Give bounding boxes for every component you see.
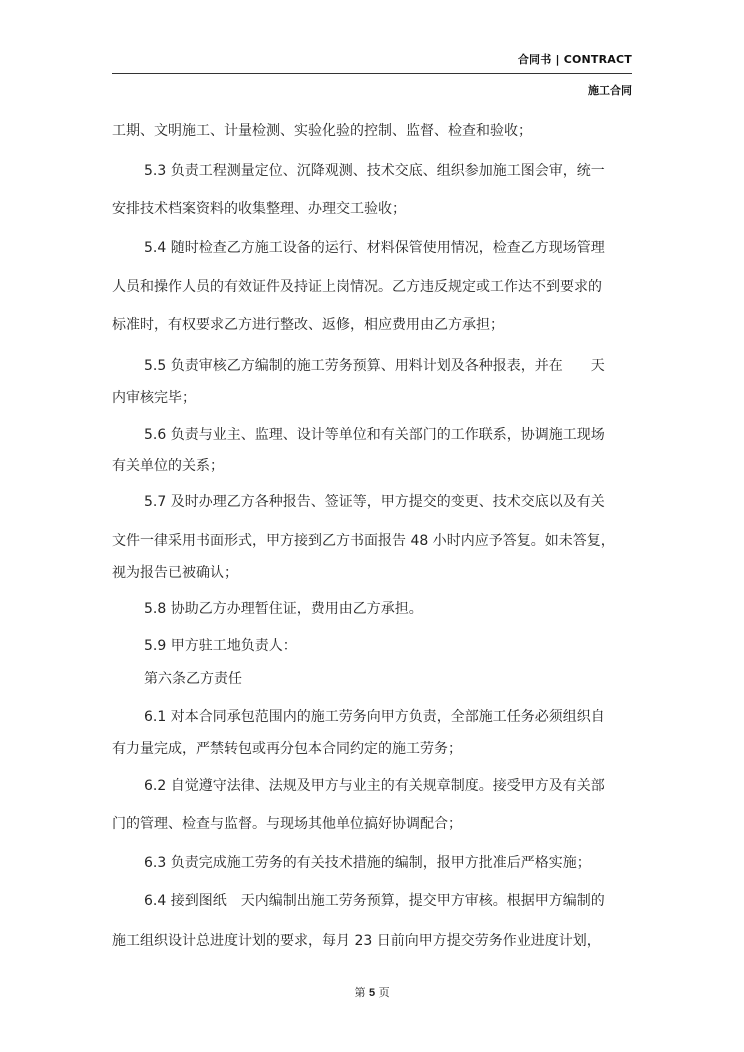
clause-6-3: 6.3 负责完成施工劳务的有关技术措施的编制，报甲方批准后严格实施； — [144, 855, 591, 871]
text-line: 工期、文明施工、计量检测、实验化验的控制、监督、检查和验收； — [112, 123, 532, 139]
clause-5-3: 5.3 负责工程测量定位、沉降观测、技术交底、组织参加施工图会审，统一 — [144, 163, 605, 179]
clause-5-4: 5.4 随时检查乙方施工设备的运行、材料保管使用情况，检查乙方现场管理 — [144, 240, 605, 256]
header-subtitle: 施工合同 — [588, 84, 632, 97]
page-number: 5 — [368, 987, 376, 999]
clause-5-5: 5.5 负责审核乙方编制的施工劳务预算、用料计划及各种报表，并在 天 — [144, 358, 605, 374]
clause-6-1: 6.1 对本合同承包范围内的施工劳务向甲方负责，全部施工任务必须组织自 — [144, 709, 605, 725]
page-header — [517, 52, 632, 97]
page-footer — [0, 984, 744, 1000]
text-line: 人员和操作人员的有效证件及持证上岗情况。乙方违反规定或工作达不到要求的 — [112, 279, 602, 295]
text-line: 标准时，有权要求乙方进行整改、返修，相应费用由乙方承担； — [112, 317, 504, 333]
text-line: 内审核完毕； — [112, 390, 196, 406]
text-line: 安排技术档案资料的收集整理、办理交工验收； — [112, 201, 406, 217]
clause-5-8: 5.8 协助乙方办理暂住证，费用由乙方承担。 — [144, 601, 423, 617]
header-rule — [112, 73, 632, 74]
clause-6-4: 6.4 接到图纸 天内编制出施工劳务预算，提交甲方审核。根据甲方编制的 — [144, 893, 605, 909]
clause-5-9: 5.9 甲方驻工地负责人： — [144, 638, 297, 654]
clause-5-6: 5.6 负责与业主、监理、设计等单位和有关部门的工作联系，协调施工现场 — [144, 427, 605, 443]
text-line: 文件一律采用书面形式，甲方接到乙方书面报告 48 小时内应予答复。如未答复， — [112, 533, 615, 549]
text-line: 视为报告已被确认； — [112, 565, 238, 581]
article-6-heading: 第六条乙方责任 — [144, 671, 242, 687]
footer-suffix: 页 — [378, 986, 390, 999]
header-brand: 合同书 | CONTRACT — [517, 53, 632, 66]
footer-prefix: 第 — [354, 986, 366, 999]
text-line: 施工组织设计总进度计划的要求，每月 23 日前向甲方提交劳务作业进度计划， — [112, 933, 601, 949]
clause-6-2: 6.2 自觉遵守法律、法规及甲方与业主的有关规章制度。接受甲方及有关部 — [144, 778, 605, 794]
text-line: 有力量完成，严禁转包或再分包本合同约定的施工劳务； — [112, 741, 462, 757]
clause-5-7: 5.7 及时办理乙方各种报告、签证等，甲方提交的变更、技术交底以及有关 — [144, 494, 605, 510]
text-line: 门的管理、检查与监督。与现场其他单位搞好协调配合； — [112, 816, 462, 832]
text-line: 有关单位的关系； — [112, 458, 224, 474]
